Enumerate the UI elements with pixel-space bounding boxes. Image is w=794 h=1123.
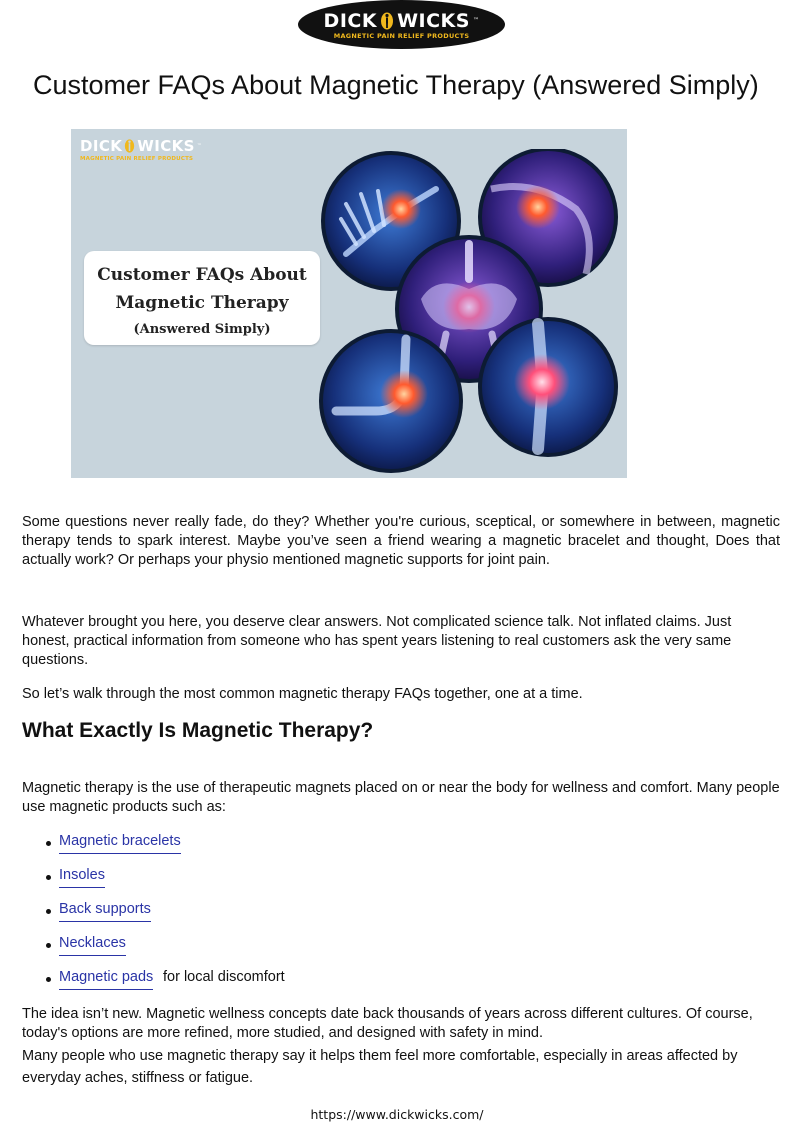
magnetic-pads-trailing-text: for local discomfort [163,969,285,985]
logo-tagline: MAGNETIC PAIN RELIEF PRODUCTS [333,32,470,40]
section-paragraph-2: The idea isn’t new. Magnetic wellness concepts date back thousands of years across different cultures. Of course, today's options are more refined, more studied, and designed with safety in mind. [22,1006,753,1041]
section-paragraph-1: Magnetic therapy is the use of therapeutic magnets placed on or near the body for wellness and comfort. Many people use magnetic products such as: [22,780,780,815]
footer-url[interactable]: https://www.dickwicks.com/ [310,1107,484,1122]
bullet-icon [46,841,51,846]
brand-logo[interactable] [298,0,505,49]
section-heading: What Exactly Is Magnetic Therapy? [22,719,374,742]
hero-card-line3: (Answered Simply) [133,322,271,337]
list-item [46,900,546,934]
intro-paragraph-2: Whatever brought you here, you deserve clear answers. Not complicated science talk. Not inflated claims. Just honest, practical information from someone who has spent years listening to real customers ask the very same questions. [22,614,732,668]
hero-brand-logo [80,137,202,162]
back-supports-link[interactable]: Back supports [59,900,151,922]
person-figure-icon [380,12,394,30]
bullet-icon [46,875,51,880]
ankle-circle [319,329,463,473]
bullet-icon [46,943,51,948]
bullet-icon [46,977,51,982]
necklaces-link[interactable]: Necklaces [59,934,126,956]
bullet-icon [46,909,51,914]
list-item [46,866,546,900]
hero-card-line2: Magnetic Therapy [115,293,289,313]
list-item [46,934,546,968]
hero-image [71,129,627,478]
logo-tm: ™ [472,17,480,24]
person-figure-icon [124,139,135,153]
intro-paragraph-3: So let’s walk through the most common magnetic therapy FAQs together, one at a time. [22,686,583,702]
hero-brand-tm: ™ [196,143,203,149]
list-item [46,832,546,866]
hero-title-card [84,251,320,345]
hero-brand-wordmark [80,137,202,155]
section-paragraph-3: Many people who use magnetic therapy say it helps them feel more comfortable, especially in areas affected by everyday aches, stiffness or fatigue. [22,1048,738,1086]
hero-brand-tagline: MAGNETIC PAIN RELIEF PRODUCTS [80,156,194,162]
magnetic-bracelets-link[interactable]: Magnetic bracelets [59,832,181,854]
knee-circle [478,317,618,457]
logo-word-left: DICK [323,10,378,32]
intro-paragraph-1: Some questions never really fade, do they? Whether you're curious, sceptical, or somewhere in between, magnetic therapy tends to spark interest. Maybe you’ve seen a friend wearing a magnetic bracelet and thought, Does that actually work? Or perhaps your physio mentioned magnetic supports for joint pain. [22,514,780,568]
hero-brand-right: WICKS [137,137,195,155]
hero-card-line1: Customer FAQs About [97,265,307,285]
joint-xray-circles [316,149,627,478]
logo-wordmark [324,11,480,31]
page-title: Customer FAQs About Magnetic Therapy (Answered Simply) [33,70,759,100]
insoles-link[interactable]: Insoles [59,866,105,888]
logo-word-right: WICKS [397,10,470,32]
magnetic-pads-link[interactable]: Magnetic pads [59,968,153,990]
hero-brand-left: DICK [80,137,123,155]
product-list [46,832,546,1002]
list-item [46,968,546,1002]
